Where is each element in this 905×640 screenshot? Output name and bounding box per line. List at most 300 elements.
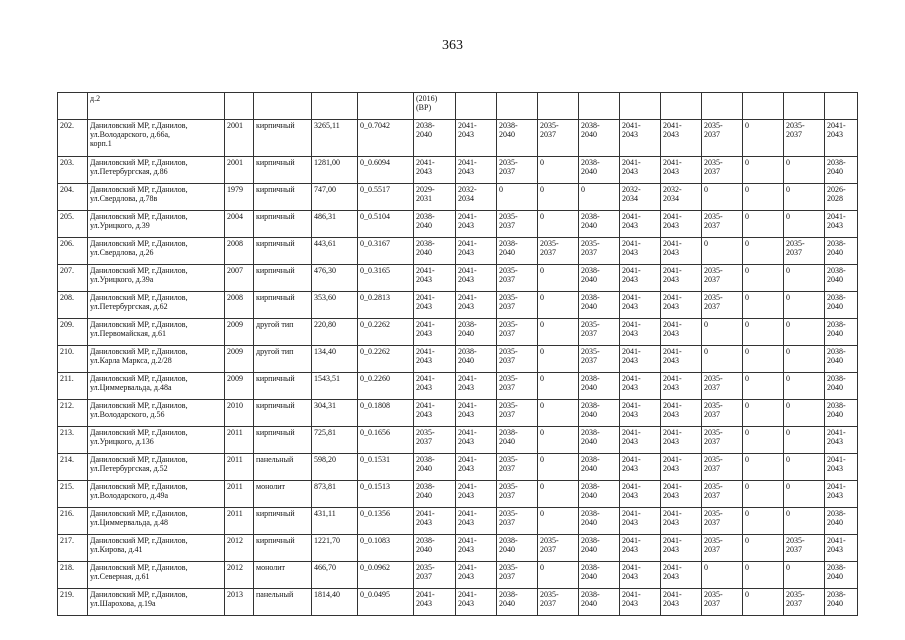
cell-period: 2038- 2040 — [825, 319, 858, 346]
cell-period: 0 — [743, 265, 784, 292]
cell-area: 725,81 — [312, 427, 358, 454]
cell-wall-material: другой тип — [254, 319, 312, 346]
cell-period: 0 — [702, 346, 743, 373]
cell-period: 0 — [743, 589, 784, 616]
cell-period: 2032- 2034 — [620, 184, 661, 211]
cell-period: 0 — [579, 184, 620, 211]
cell-period: 2038- 2040 — [497, 427, 538, 454]
cell-period: 2038- 2040 — [579, 454, 620, 481]
cell-period: 2041- 2043 — [661, 292, 702, 319]
cell-period: 2041- 2043 — [661, 238, 702, 265]
cell-period: 2041- 2043 — [456, 157, 497, 184]
cell-address: Даниловский МР, г.Данилов, ул.Первомайская, д.61 — [88, 319, 225, 346]
cell-index: 0_0.0962 — [358, 562, 414, 589]
cell-address: Даниловский МР, г.Данилов, ул.Циммервальда, д.48 — [88, 508, 225, 535]
cell-address: Даниловский МР, г.Данилов, ул.Урицкого, д.136 — [88, 427, 225, 454]
cell-wall-material: кирпичный — [254, 427, 312, 454]
cell-index: 0_0.1356 — [358, 508, 414, 535]
cell-wall-material: панельный — [254, 454, 312, 481]
cell-period: 2038- 2040 — [497, 535, 538, 562]
cell-address: Даниловский МР, г.Данилов, ул.Петербургская, д.52 — [88, 454, 225, 481]
cell-period — [620, 93, 661, 120]
cell-period: 2038- 2040 — [579, 211, 620, 238]
cell-period: 2035- 2037 — [497, 481, 538, 508]
table-row — [58, 120, 858, 157]
cell-index: 0_0.5517 — [358, 184, 414, 211]
cell-period: 2041- 2043 — [456, 589, 497, 616]
cell-period: 0 — [538, 481, 579, 508]
table-row — [58, 400, 858, 427]
cell-period: 2038- 2040 — [497, 589, 538, 616]
cell-index: 0_0.2262 — [358, 346, 414, 373]
cell-period — [702, 93, 743, 120]
cell-period: 0 — [538, 265, 579, 292]
cell-period: 0 — [743, 508, 784, 535]
cell-period: 2035- 2037 — [702, 481, 743, 508]
cell-period: 2038- 2040 — [825, 265, 858, 292]
cell-period: 0 — [743, 481, 784, 508]
cell-period: 2041- 2043 — [456, 265, 497, 292]
cell-year: 2011 — [225, 481, 254, 508]
cell-period: 0 — [784, 373, 825, 400]
cell-year: 2004 — [225, 211, 254, 238]
table-row — [58, 535, 858, 562]
cell-period: 0 — [538, 157, 579, 184]
cell-period: 2041- 2043 — [620, 535, 661, 562]
cell-period: 0 — [743, 427, 784, 454]
cell-period: 0 — [702, 184, 743, 211]
cell-period: 0 — [784, 508, 825, 535]
cell-period: 2041- 2043 — [661, 454, 702, 481]
cell-year — [225, 93, 254, 120]
cell-area: 466,70 — [312, 562, 358, 589]
cell-number: 206. — [58, 238, 88, 265]
cell-wall-material: кирпичный — [254, 120, 312, 157]
cell-period: 2038- 2040 — [579, 508, 620, 535]
cell-period: 2041- 2043 — [456, 211, 497, 238]
cell-period: 2041- 2043 — [620, 373, 661, 400]
cell-wall-material: кирпичный — [254, 508, 312, 535]
cell-period: 2035- 2037 — [784, 589, 825, 616]
cell-number: 203. — [58, 157, 88, 184]
cell-period: 0 — [743, 184, 784, 211]
cell-year: 2009 — [225, 319, 254, 346]
cell-wall-material: кирпичный — [254, 238, 312, 265]
cell-period — [661, 93, 702, 120]
cell-period — [456, 93, 497, 120]
cell-address: Даниловский МР, г.Данилов, ул.Урицкого, д.39а — [88, 265, 225, 292]
cell-area: 1814,40 — [312, 589, 358, 616]
cell-number: 217. — [58, 535, 88, 562]
cell-period: 2035- 2037 — [497, 373, 538, 400]
cell-period: 2041- 2043 — [456, 562, 497, 589]
cell-period: 2041- 2043 — [661, 346, 702, 373]
cell-period: 2041- 2043 — [456, 238, 497, 265]
cell-period: 0 — [784, 265, 825, 292]
cell-area: 598,20 — [312, 454, 358, 481]
table-row — [58, 319, 858, 346]
table-row — [58, 157, 858, 184]
cell-period: 2035- 2037 — [579, 346, 620, 373]
cell-address: Даниловский МР, г.Данилов, ул.Карла Маркса, д.2/28 — [88, 346, 225, 373]
cell-period: 2041- 2043 — [620, 319, 661, 346]
cell-period: 2038- 2040 — [825, 238, 858, 265]
cell-year: 2008 — [225, 238, 254, 265]
cell-period: 0 — [538, 292, 579, 319]
cell-period: 2035- 2037 — [702, 265, 743, 292]
cell-period: 0 — [784, 481, 825, 508]
cell-period: 2038- 2040 — [825, 292, 858, 319]
cell-period: 2041- 2043 — [456, 373, 497, 400]
cell-index: 0_0.3165 — [358, 265, 414, 292]
cell-period: 2041- 2043 — [456, 508, 497, 535]
cell-address: Даниловский МР, г.Данилов, ул.Петербургская, д.62 — [88, 292, 225, 319]
cell-period: 0 — [743, 373, 784, 400]
cell-index: 0_0.2260 — [358, 373, 414, 400]
cell-period: 2035- 2037 — [497, 454, 538, 481]
cell-period: 2041- 2043 — [825, 535, 858, 562]
cell-period: 2035- 2037 — [702, 292, 743, 319]
cell-period: 0 — [538, 508, 579, 535]
cell-period — [784, 93, 825, 120]
cell-period: 2035- 2037 — [414, 562, 456, 589]
cell-period: 2041- 2043 — [661, 535, 702, 562]
cell-address: Даниловский МР, г.Данилов, ул.Володарского, д.56 — [88, 400, 225, 427]
cell-period: 2041- 2043 — [661, 319, 702, 346]
cell-period: 2041- 2043 — [620, 589, 661, 616]
cell-number: 212. — [58, 400, 88, 427]
cell-period: 0 — [702, 562, 743, 589]
cell-period: 2038- 2040 — [579, 157, 620, 184]
cell-period: 2041- 2043 — [661, 211, 702, 238]
cell-period: 2041- 2043 — [825, 120, 858, 157]
cell-period: 2035- 2037 — [497, 157, 538, 184]
cell-period: 0 — [784, 319, 825, 346]
cell-area: 353,60 — [312, 292, 358, 319]
table-row — [58, 238, 858, 265]
cell-period: 0 — [743, 535, 784, 562]
cell-number — [58, 93, 88, 120]
cell-period: 2038- 2040 — [825, 508, 858, 535]
table-row — [58, 589, 858, 616]
cell-period: 2038- 2040 — [579, 562, 620, 589]
cell-period: 2041- 2043 — [620, 508, 661, 535]
housing-register-table — [57, 92, 858, 616]
cell-period: 2041- 2043 — [661, 157, 702, 184]
cell-index: 0_0.1808 — [358, 400, 414, 427]
cell-period: 2032- 2034 — [456, 184, 497, 211]
cell-number: 218. — [58, 562, 88, 589]
cell-period: 0 — [538, 319, 579, 346]
cell-number: 215. — [58, 481, 88, 508]
cell-period: 2038- 2040 — [414, 535, 456, 562]
cell-index — [358, 93, 414, 120]
cell-number: 205. — [58, 211, 88, 238]
cell-period: 2038- 2040 — [825, 400, 858, 427]
cell-year: 2013 — [225, 589, 254, 616]
cell-period: 2041- 2043 — [620, 562, 661, 589]
cell-period: 2038- 2040 — [579, 120, 620, 157]
cell-index: 0_0.6094 — [358, 157, 414, 184]
cell-period: 2035- 2037 — [414, 427, 456, 454]
cell-number: 207. — [58, 265, 88, 292]
table-row — [58, 184, 858, 211]
cell-year: 2011 — [225, 454, 254, 481]
cell-period: 2026- 2028 — [825, 184, 858, 211]
cell-area: 134,40 — [312, 346, 358, 373]
cell-area: 476,30 — [312, 265, 358, 292]
cell-period: 0 — [743, 400, 784, 427]
cell-period: 2041- 2043 — [661, 427, 702, 454]
cell-index: 0_0.1656 — [358, 427, 414, 454]
cell-wall-material: кирпичный — [254, 211, 312, 238]
cell-period: 2035- 2037 — [497, 319, 538, 346]
cell-period — [825, 93, 858, 120]
cell-number: 210. — [58, 346, 88, 373]
cell-number: 216. — [58, 508, 88, 535]
cell-year: 2010 — [225, 400, 254, 427]
cell-index: 0_0.0495 — [358, 589, 414, 616]
cell-area — [312, 93, 358, 120]
cell-period: 2041- 2043 — [414, 292, 456, 319]
table-row — [58, 373, 858, 400]
cell-period: 2038- 2040 — [414, 238, 456, 265]
cell-area: 3265,11 — [312, 120, 358, 157]
cell-period: 0 — [743, 346, 784, 373]
cell-period: 2035- 2037 — [538, 535, 579, 562]
cell-period: 2038- 2040 — [825, 373, 858, 400]
cell-period: 2038- 2040 — [456, 346, 497, 373]
cell-period: 2035- 2037 — [538, 589, 579, 616]
cell-period: 2035- 2037 — [784, 120, 825, 157]
cell-year: 2001 — [225, 120, 254, 157]
cell-wall-material: кирпичный — [254, 373, 312, 400]
cell-period — [538, 93, 579, 120]
cell-wall-material: монолит — [254, 562, 312, 589]
cell-area: 747,00 — [312, 184, 358, 211]
cell-period: 2038- 2040 — [579, 373, 620, 400]
cell-period: 2041- 2043 — [661, 265, 702, 292]
cell-period: 2029- 2031 — [414, 184, 456, 211]
cell-area: 1281,00 — [312, 157, 358, 184]
cell-number: 204. — [58, 184, 88, 211]
cell-period: 2038- 2040 — [579, 265, 620, 292]
cell-period: 2041- 2043 — [456, 120, 497, 157]
cell-address: Даниловский МР, г.Данилов, ул.Северная, д.61 — [88, 562, 225, 589]
cell-address: д.2 — [88, 93, 225, 120]
cell-period: 0 — [784, 184, 825, 211]
cell-period: 2035- 2037 — [538, 120, 579, 157]
cell-period: 2041- 2043 — [620, 427, 661, 454]
cell-address: Даниловский МР, г.Данилов, ул.Кирова, д.41 — [88, 535, 225, 562]
cell-number: 219. — [58, 589, 88, 616]
cell-period: 2038- 2040 — [579, 535, 620, 562]
cell-period: 0 — [538, 562, 579, 589]
cell-year: 2012 — [225, 535, 254, 562]
cell-index: 0_0.2262 — [358, 319, 414, 346]
table-row — [58, 427, 858, 454]
cell-period: 0 — [538, 211, 579, 238]
table-row — [58, 265, 858, 292]
cell-wall-material: другой тип — [254, 346, 312, 373]
cell-period: 2035- 2037 — [784, 238, 825, 265]
cell-period: 2038- 2040 — [497, 120, 538, 157]
cell-index: 0_0.5104 — [358, 211, 414, 238]
cell-period: 2035- 2037 — [702, 508, 743, 535]
cell-address: Даниловский МР, г.Данилов, ул.Урицкого, д.39 — [88, 211, 225, 238]
cell-period: 2041- 2043 — [414, 319, 456, 346]
cell-period: 0 — [743, 120, 784, 157]
cell-period: 2041- 2043 — [620, 265, 661, 292]
cell-period: 0 — [702, 238, 743, 265]
cell-period: 0 — [784, 292, 825, 319]
cell-address: Даниловский МР, г.Данилов, ул.Свердлова, д.78в — [88, 184, 225, 211]
cell-period: 2041- 2043 — [661, 373, 702, 400]
cell-period: 2041- 2043 — [456, 400, 497, 427]
cell-index: 0_0.3167 — [358, 238, 414, 265]
cell-period: 2038- 2040 — [414, 481, 456, 508]
cell-period: 2035- 2037 — [497, 265, 538, 292]
cell-period: 2038- 2040 — [456, 319, 497, 346]
cell-period: 2041- 2043 — [456, 292, 497, 319]
table-row — [58, 292, 858, 319]
cell-period: 2038- 2040 — [825, 589, 858, 616]
cell-period: 2035- 2037 — [497, 211, 538, 238]
cell-period: 2041- 2043 — [414, 508, 456, 535]
cell-period: 2035- 2037 — [702, 454, 743, 481]
cell-period: 2035- 2037 — [702, 157, 743, 184]
cell-period: 2038- 2040 — [579, 427, 620, 454]
cell-number: 213. — [58, 427, 88, 454]
cell-wall-material: панельный — [254, 589, 312, 616]
cell-year: 2009 — [225, 373, 254, 400]
cell-period: 2041- 2043 — [620, 120, 661, 157]
cell-wall-material: кирпичный — [254, 400, 312, 427]
cell-period: 2035- 2037 — [702, 535, 743, 562]
cell-period: 2041- 2043 — [661, 508, 702, 535]
cell-period: 2041- 2043 — [620, 346, 661, 373]
cell-period: 0 — [702, 319, 743, 346]
cell-period: 2041- 2043 — [414, 373, 456, 400]
cell-address: Даниловский МР, г.Данилов, ул.Циммервальда, д.48а — [88, 373, 225, 400]
cell-period: 2041- 2043 — [620, 292, 661, 319]
cell-wall-material: кирпичный — [254, 292, 312, 319]
cell-period: 2038- 2040 — [825, 346, 858, 373]
table-row — [58, 346, 858, 373]
cell-period: 2035- 2037 — [497, 508, 538, 535]
cell-index: 0_0.2813 — [358, 292, 414, 319]
cell-period: 2041- 2043 — [661, 589, 702, 616]
cell-address: Даниловский МР, г.Данилов, ул.Шарохова, д.19а — [88, 589, 225, 616]
cell-period: 2035- 2037 — [702, 211, 743, 238]
cell-period: 2038- 2040 — [825, 562, 858, 589]
cell-area: 873,81 — [312, 481, 358, 508]
cell-period: 2041- 2043 — [825, 481, 858, 508]
cell-wall-material — [254, 93, 312, 120]
cell-period: 2041- 2043 — [620, 481, 661, 508]
cell-period: 0 — [538, 427, 579, 454]
cell-period: 2035- 2037 — [702, 120, 743, 157]
cell-period: 2035- 2037 — [702, 427, 743, 454]
cell-period: 2032- 2034 — [661, 184, 702, 211]
cell-period: 2041- 2043 — [620, 211, 661, 238]
cell-period: 2038- 2040 — [579, 292, 620, 319]
cell-period: 2035- 2037 — [579, 238, 620, 265]
cell-period: 2041- 2043 — [661, 562, 702, 589]
cell-period: 0 — [743, 292, 784, 319]
cell-wall-material: кирпичный — [254, 265, 312, 292]
cell-number: 209. — [58, 319, 88, 346]
page-number: 363 — [442, 38, 463, 53]
cell-period — [497, 93, 538, 120]
cell-wall-material: кирпичный — [254, 184, 312, 211]
table-row — [58, 508, 858, 535]
cell-address: Даниловский МР, г.Данилов, ул.Володарского, д.66а, корп.1 — [88, 120, 225, 157]
cell-area: 304,31 — [312, 400, 358, 427]
cell-period: 0 — [784, 346, 825, 373]
cell-year: 2012 — [225, 562, 254, 589]
cell-period: 2041- 2043 — [456, 427, 497, 454]
cell-year: 2001 — [225, 157, 254, 184]
cell-period: 2041- 2043 — [620, 238, 661, 265]
cell-period: 2035- 2037 — [702, 400, 743, 427]
cell-area: 1221,70 — [312, 535, 358, 562]
cell-period: 0 — [743, 319, 784, 346]
cell-period: 2041- 2043 — [620, 157, 661, 184]
cell-period: 2038- 2040 — [825, 157, 858, 184]
table-row — [58, 454, 858, 481]
cell-period: 2041- 2043 — [456, 535, 497, 562]
cell-period: 0 — [538, 373, 579, 400]
cell-period: 2035- 2037 — [702, 589, 743, 616]
cell-period: 2041- 2043 — [414, 157, 456, 184]
cell-address: Даниловский МР, г.Данилов, ул.Петербургская, д.86 — [88, 157, 225, 184]
cell-period: 2035- 2037 — [702, 373, 743, 400]
cell-period: 2038- 2040 — [579, 400, 620, 427]
cell-period: 2041- 2043 — [825, 427, 858, 454]
cell-index: 0_0.1513 — [358, 481, 414, 508]
cell-number: 211. — [58, 373, 88, 400]
cell-area: 220,80 — [312, 319, 358, 346]
cell-year: 2007 — [225, 265, 254, 292]
cell-period: 2041- 2043 — [661, 400, 702, 427]
cell-number: 202. — [58, 120, 88, 157]
cell-area: 431,11 — [312, 508, 358, 535]
cell-year: 1979 — [225, 184, 254, 211]
cell-year: 2011 — [225, 508, 254, 535]
cell-wall-material: кирпичный — [254, 157, 312, 184]
cell-period: 0 — [538, 454, 579, 481]
cell-period: 2035- 2037 — [538, 238, 579, 265]
cell-period: 0 — [784, 562, 825, 589]
cell-period: 2041- 2043 — [414, 346, 456, 373]
cell-period: 0 — [538, 400, 579, 427]
table-row — [58, 211, 858, 238]
cell-period: 2041- 2043 — [620, 454, 661, 481]
cell-period: 0 — [538, 346, 579, 373]
cell-period: 2035- 2037 — [497, 346, 538, 373]
table-row — [58, 481, 858, 508]
cell-period: 2038- 2040 — [579, 589, 620, 616]
cell-period: 2038- 2040 — [414, 211, 456, 238]
cell-period: 0 — [784, 157, 825, 184]
cell-period: 0 — [743, 238, 784, 265]
cell-period — [743, 93, 784, 120]
cell-index: 0_0.1083 — [358, 535, 414, 562]
cell-wall-material: кирпичный — [254, 535, 312, 562]
table-row — [58, 562, 858, 589]
cell-wall-material: монолит — [254, 481, 312, 508]
